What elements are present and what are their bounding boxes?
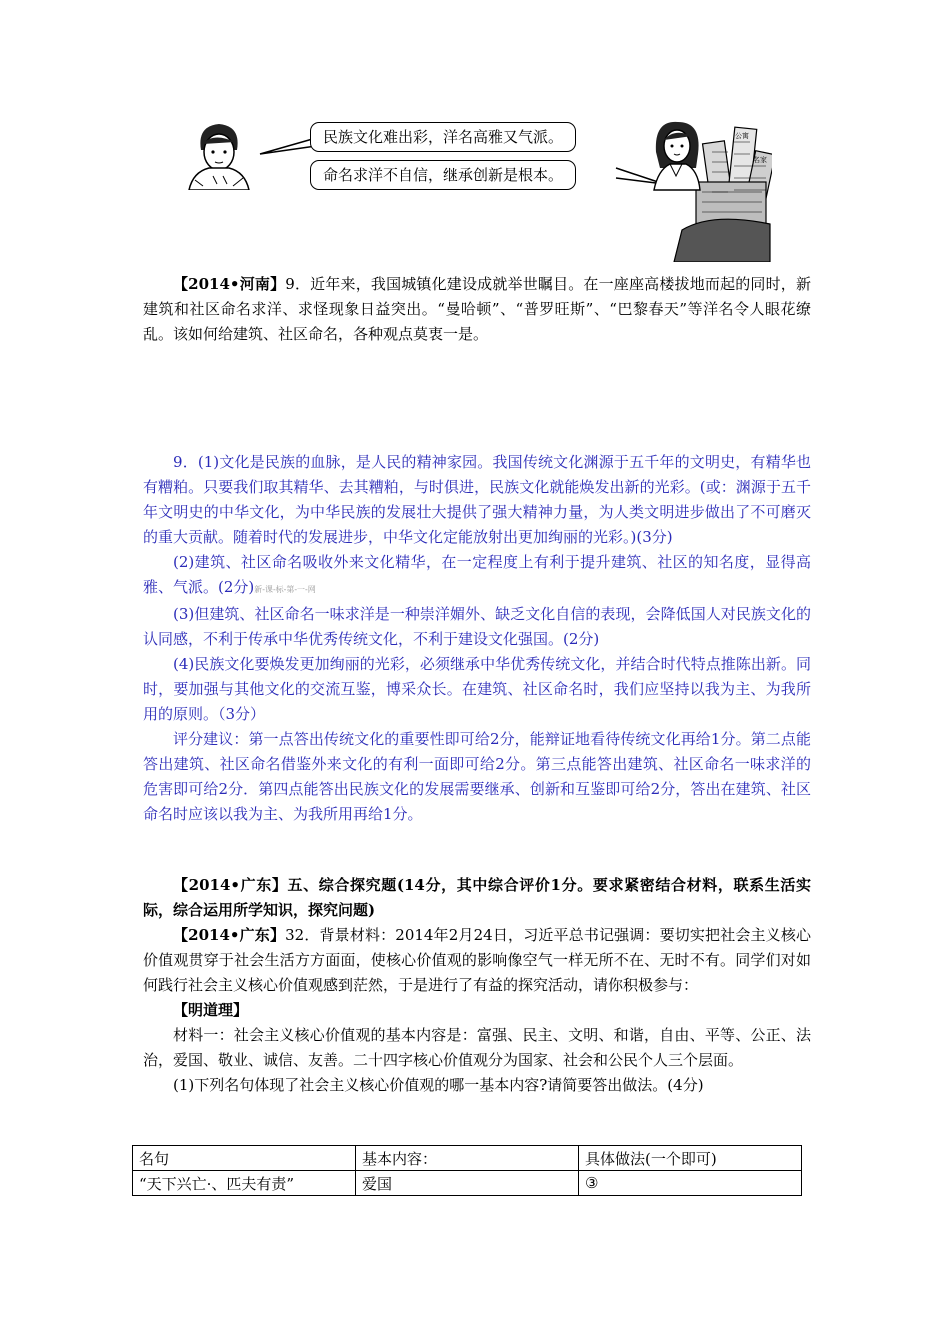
answer-point-1: 9．(1)文化是民族的血脉，是人民的精神家园。我国传统文化渊源于五千年的文明史，有精华也有糟粕。只要我们取其精华、去其糟粕，与时俱进，民族文化就能焕发出新的光彩。(或：渊源于五千年文明史的中华文化，为中华民族的发展壮大提供了强大精神力量，为人类文明进步做出了不可磨灭的重大贡献。随着时代的发展进步，中华文化定能放射出更加绚丽的光彩。)(3分)	[143, 453, 811, 546]
question-32-text: 32．背景材料：2014年2月24日，习近平总书记强调：要切实把社会主义核心价值观贯穿于社会生活方方面面，使核心价值观的影响像空气一样无所不在、无时不有。同学们对如何践行社会主义核心价值观感到茫然，于是进行了有益的探究活动，请你积极参与：	[143, 926, 811, 994]
section-header: 【2014•广东】五、综合探究题(14分，其中综合评价1分。要求紧密结合材料，联系生活实际，综合运用所学知识，探究问题)	[143, 876, 811, 919]
table-row	[133, 1171, 802, 1196]
building-sign-2: 名家	[753, 156, 767, 164]
question-9-source: 【2014•河南】	[173, 275, 286, 293]
table-cell: 爱国	[356, 1171, 579, 1196]
girl-and-buildings-illustration	[652, 112, 772, 262]
table-cell: ③	[579, 1171, 802, 1196]
building-sign-1: 公寓	[735, 132, 749, 140]
table-header-cell: 名句	[133, 1146, 356, 1171]
boy-illustration	[183, 120, 255, 190]
table-header-cell: 具体做法(一个即可)	[579, 1146, 802, 1171]
material-1: 材料一：社会主义核心价值观的基本内容是：富强、民主、文明、和谐，自由、平等、公正、法治，爱国、敬业、诚信、友善。二十四字核心价值观分为国家、社会和公民个人三个层面。	[143, 1026, 811, 1069]
answer-table	[132, 1145, 802, 1196]
guangdong-section	[143, 873, 811, 1098]
question-9	[143, 272, 811, 347]
table-cell: “天下兴亡·、匹夫有责”	[133, 1171, 356, 1196]
answer-9	[143, 450, 811, 827]
scoring-suggestion: 评分建议：第一点答出传统文化的重要性即可给2分，能辩证地看待传统文化再给1分。第二点能答出建筑、社区命名借鉴外来文化的有利一面即可给2分。第三点能答出建筑、社区命名一味求洋的危害即可给2分．第四点能答出民族文化的发展需要继承、创新和互鉴即可给2分，答出在建筑、社区命名时应该以我为主、为我所用再给1分。	[143, 730, 811, 823]
bubble-tail-left	[258, 130, 318, 160]
question-32-1: (1)下列名句体现了社会主义核心价值观的哪一基本内容?请简要答出做法。(4分)	[173, 1076, 704, 1094]
question-9-text: 9．近年来，我国城镇化建设成就举世瞩目。在一座座高楼拔地而起的同时，新建筑和社区命名求洋、求怪现象日益突出。“曼哈顿”、“普罗旺斯”、“巴黎春天”等洋名令人眼花缭乱。该如何给建筑、社区命名，各种观点莫衷一是。	[143, 275, 811, 343]
answer-point-2: (2)建筑、社区命名吸收外来文化精华，在一定程度上有利于提升建筑、社区的知名度，显得高雅、气派。(2分)	[143, 553, 811, 596]
section-title-ming-dao-li: 【明道理】	[173, 1001, 249, 1019]
table-header-row	[133, 1146, 802, 1171]
watermark-text: 新-课-标-第-一-网	[254, 585, 316, 594]
answer-point-4: (4)民族文化要焕发更加绚丽的光彩，必须继承中华优秀传统文化，并结合时代特点推陈出新。同时，要加强与其他文化的交流互鉴，博采众长。在建筑、社区命名时，我们应坚持以我为主、为我所用的原则。（3分）	[143, 655, 811, 723]
speech-bubble-top: 民族文化难出彩，洋名高雅又气派。	[310, 122, 576, 152]
table-header-cell: 基本内容：	[356, 1146, 579, 1171]
speech-bubble-bottom: 命名求洋不自信，继承创新是根本。	[310, 160, 576, 190]
question-32-source: 【2014•广东】	[173, 926, 286, 944]
answer-point-3: (3)但建筑、社区命名一味求洋是一种崇洋媚外、缺乏文化自信的表现，会降低国人对民族文化的认同感，不利于传承中华优秀传统文化，不利于建设文化强国。(2分)	[143, 605, 811, 648]
